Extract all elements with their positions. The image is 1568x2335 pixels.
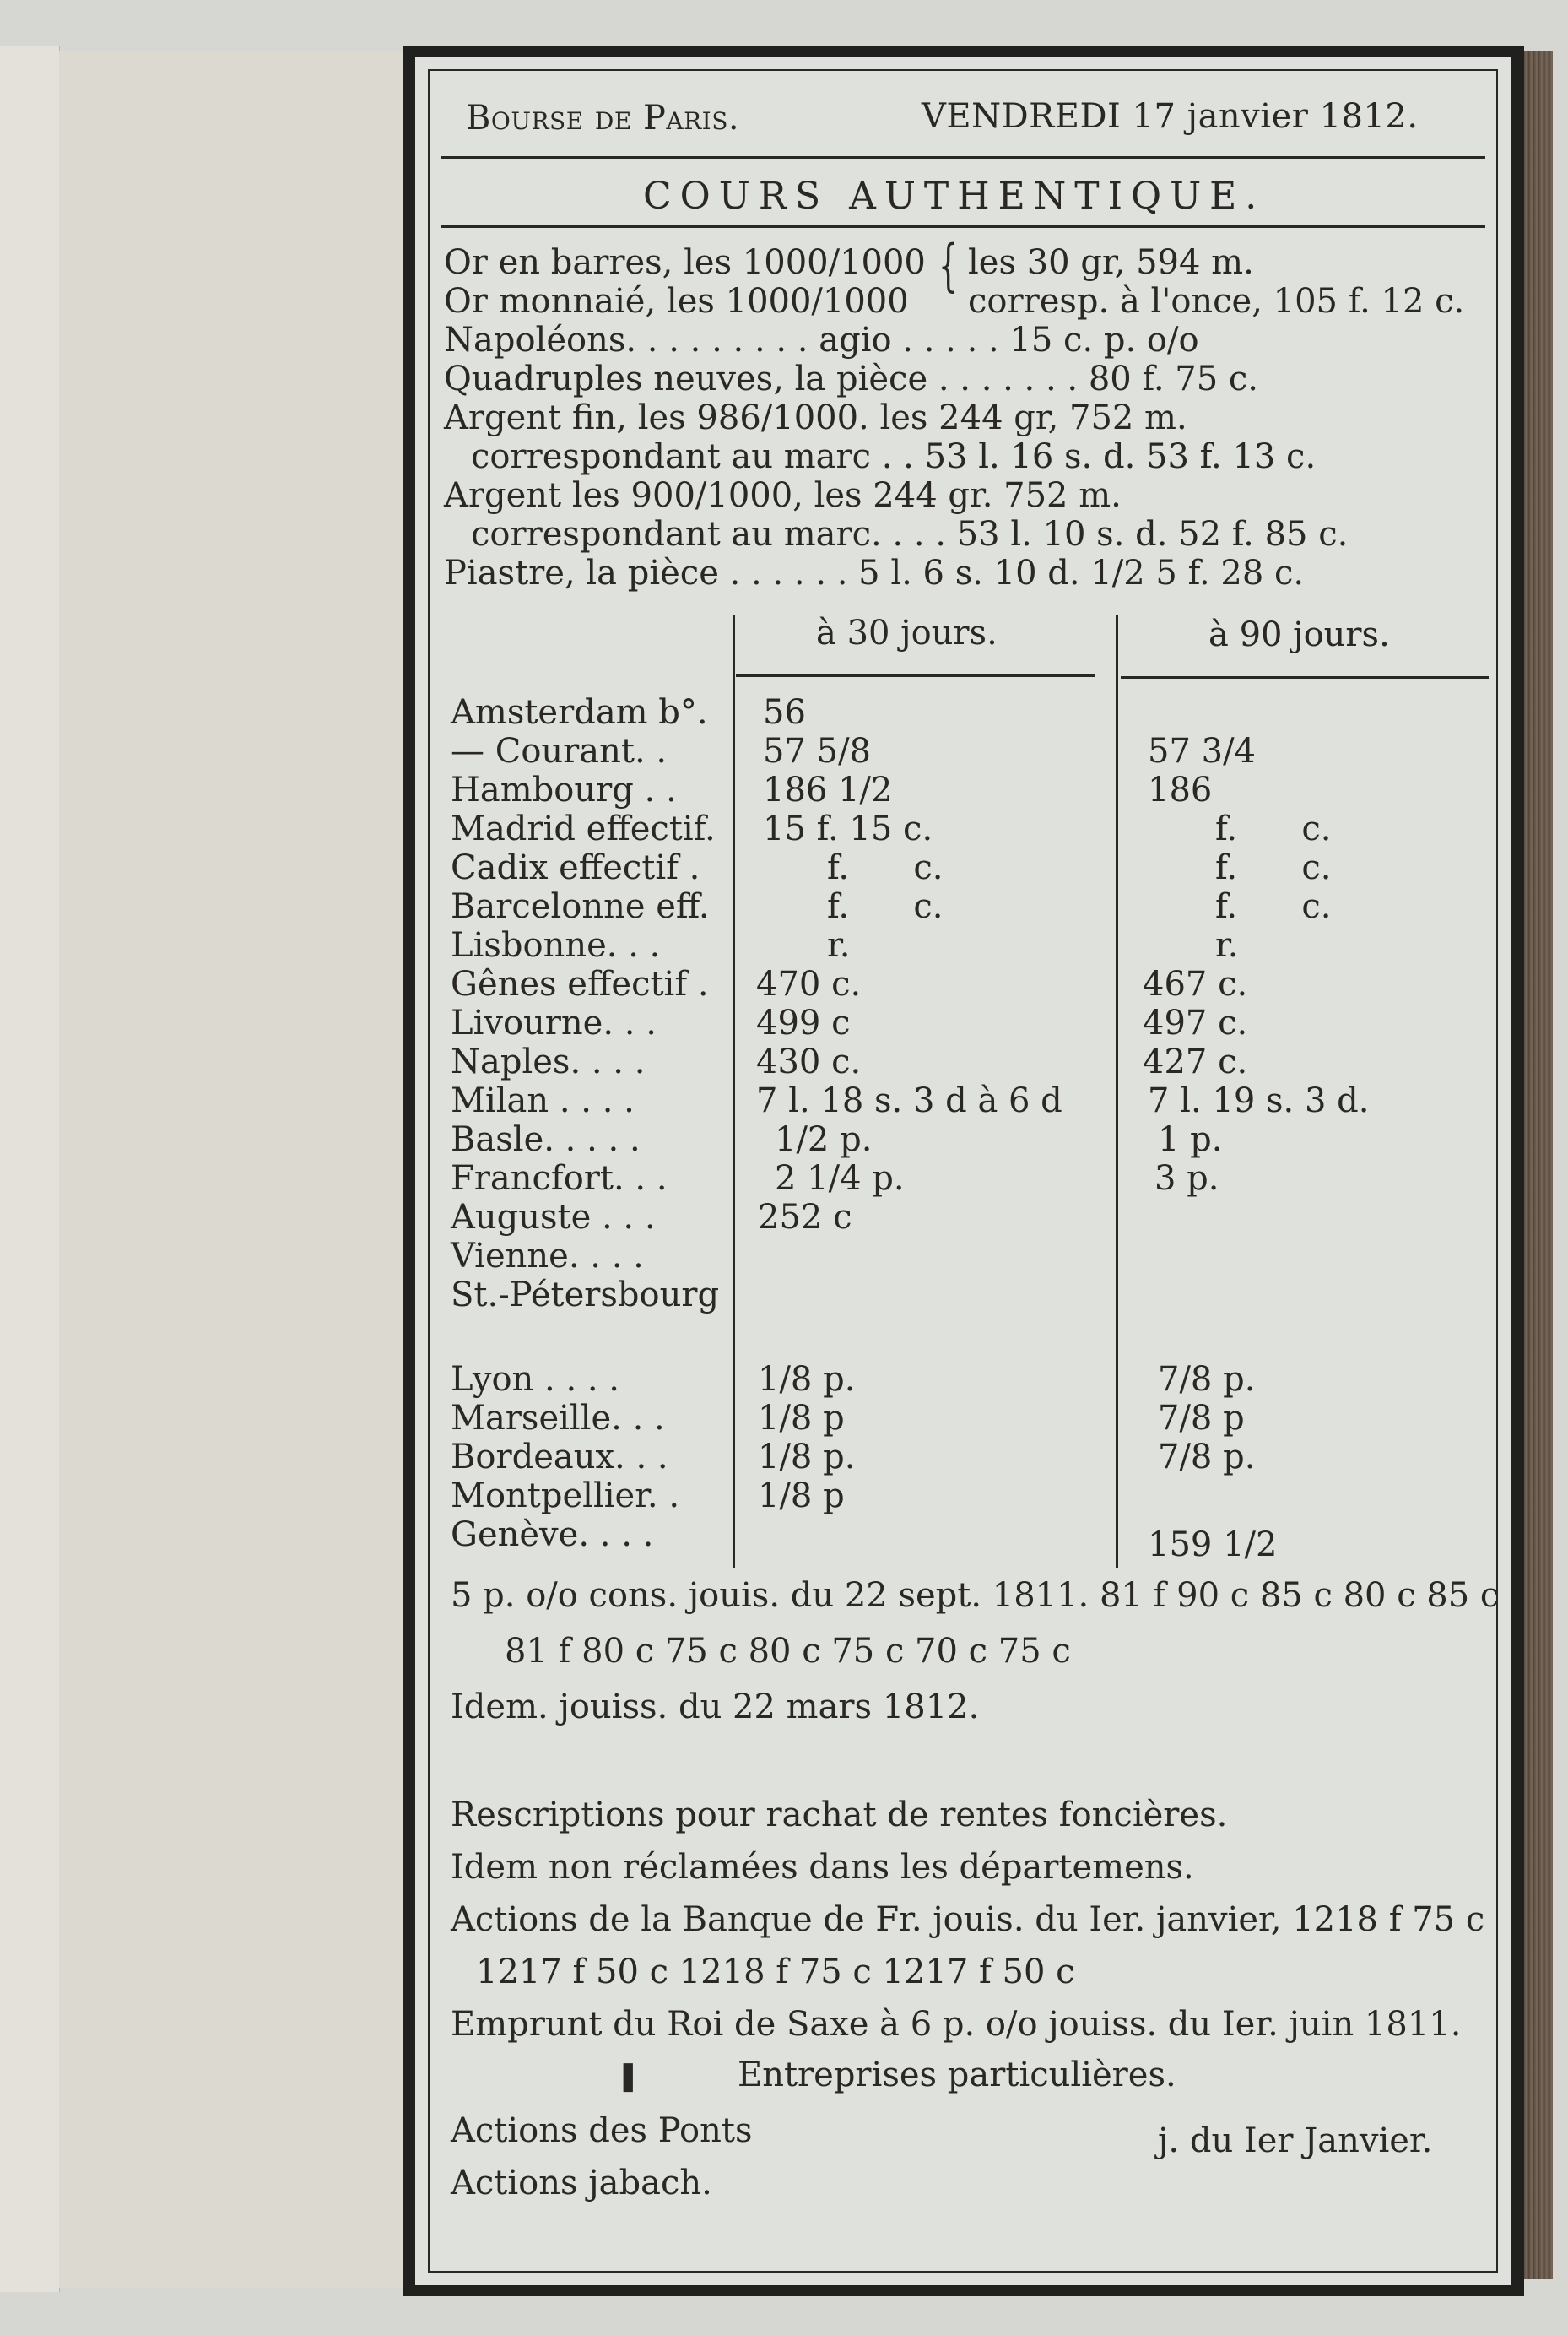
rate-30: 56: [763, 693, 806, 732]
rate-90: 467 c.: [1143, 965, 1248, 1004]
blank-facing-page: [59, 51, 415, 2288]
place-label: Marseille. . .: [451, 1399, 665, 1438]
rate-30: 499 c: [756, 1004, 851, 1043]
place-label: Hambourg . .: [451, 771, 677, 810]
rate-90: 57 3/4: [1148, 732, 1256, 771]
place-label: Bordeaux. . .: [451, 1438, 668, 1476]
rate-30: 470 c.: [756, 965, 862, 1004]
place-label: Genève. . . .: [451, 1515, 654, 1554]
rate-90: 7/8 p.: [1158, 1438, 1256, 1476]
place-label: Barcelonne eff.: [451, 887, 710, 926]
rate-90: f. c.: [1215, 887, 1332, 926]
rate-30: 7 l. 18 s. 3 d à 6 d: [756, 1081, 1062, 1120]
place-label: Vienne. . . .: [451, 1237, 644, 1276]
rate-90: r.: [1215, 926, 1239, 965]
actions-ponts-date: j. du Ier Janvier.: [1158, 2121, 1433, 2160]
bulletin-page: [403, 46, 1524, 2296]
place-label: Gênes effectif .: [451, 965, 709, 1004]
bottom-line: Emprunt du Roi de Saxe à 6 p. o/o jouiss. du Ier. juin 1811.: [451, 2005, 1462, 2044]
place-label: Auguste . . .: [451, 1198, 656, 1237]
bottom-line: Rescriptions pour rachat de rentes foncières.: [451, 1796, 1228, 1834]
rate-90: 159 1/2: [1148, 1525, 1278, 1564]
metal-line: Or en barres, les 1000/1000: [444, 243, 926, 282]
rule-top: [441, 156, 1485, 159]
rente-line: Idem. jouiss. du 22 mars 1812.: [451, 1688, 980, 1726]
rate-30: 1/8 p: [758, 1399, 845, 1438]
rate-30: f. c.: [827, 887, 944, 926]
metal-line: correspondant au marc. . . . 53 l. 10 s. d. 52 f. 85 c.: [471, 515, 1349, 554]
rente-line: 5 p. o/o cons. jouis. du 22 sept. 1811. 81 f 90 c 85 c 80 c 85 c: [451, 1576, 1500, 1615]
place-label: Basle. . . . .: [451, 1120, 641, 1159]
place-label: — Courant. .: [451, 732, 668, 771]
header-left: Bourse de Paris.: [466, 99, 740, 138]
rate-90: 7/8 p.: [1158, 1360, 1256, 1399]
rate-30: 1/8 p.: [758, 1360, 856, 1399]
place-label: Lyon . . . .: [451, 1360, 620, 1399]
metal-line: Argent les 900/1000, les 244 gr. 752 m.: [444, 476, 1122, 515]
page-title: COURS AUTHENTIQUE.: [643, 175, 1266, 218]
metal-line: Quadruples neuves, la pièce . . . . . . . 80 f. 75 c.: [444, 360, 1258, 398]
rate-30: 1/8 p: [758, 1476, 845, 1515]
rente-line: 81 f 80 c 75 c 80 c 75 c 70 c 75 c: [505, 1632, 1071, 1671]
rate-30: f. c.: [827, 848, 944, 887]
rule-col-30: [736, 674, 1095, 677]
metal-line: Argent fin, les 986/1000. les 244 gr, 752 m.: [444, 398, 1187, 437]
place-label: Livourne. . .: [451, 1004, 657, 1043]
rate-90: 1 p.: [1158, 1120, 1223, 1159]
metal-line: correspondant au marc . . 53 l. 16 s. d. 53 f. 13 c.: [471, 437, 1317, 476]
page-edges: [1519, 51, 1553, 2279]
page-sheet: [415, 57, 1511, 2285]
metal-line: Napoléons. . . . . . . . . agio . . . . . 15 c. p. o/o: [444, 321, 1199, 360]
header-date: VENDREDI 17 janvier 1812.: [922, 97, 1419, 136]
place-label: Amsterdam b°.: [451, 693, 708, 732]
column-rule-mid: [1116, 615, 1118, 1568]
rule-col-90: [1121, 676, 1489, 679]
actions-jabach: Actions jabach.: [451, 2164, 712, 2202]
place-label: Milan . . . .: [451, 1081, 635, 1120]
place-label: St.-Pétersbourg: [451, 1276, 720, 1314]
rate-90: 7/8 p: [1158, 1399, 1245, 1438]
fleuron-icon: ❚: [616, 2059, 641, 2093]
rate-30: 1/8 p.: [758, 1438, 856, 1476]
rate-90: 7 l. 19 s. 3 d.: [1148, 1081, 1370, 1120]
col-90-header: à 90 jours.: [1208, 615, 1390, 654]
actions-ponts: Actions des Ponts: [451, 2111, 753, 2150]
bottom-line: Idem non réclamées dans les départemens.: [451, 1848, 1194, 1887]
bottom-line: 1217 f 50 c 1218 f 75 c 1217 f 50 c: [476, 1953, 1075, 1991]
rule-title: [441, 225, 1485, 228]
rate-90: 3 p.: [1154, 1159, 1219, 1198]
rate-30: r.: [827, 926, 851, 965]
place-label: Francfort. . .: [451, 1159, 668, 1198]
left-page-edge: [0, 46, 60, 2292]
rate-30: 252 c: [758, 1198, 852, 1237]
rate-30: 186 1/2: [763, 771, 893, 810]
rate-30: 1/2 p.: [775, 1120, 873, 1159]
rate-90: f. c.: [1215, 810, 1332, 848]
rate-90: 186: [1148, 771, 1213, 810]
place-label: Naples. . . .: [451, 1043, 646, 1081]
place-label: Montpellier. .: [451, 1476, 680, 1515]
rate-30: 2 1/4 p.: [775, 1159, 905, 1198]
metal-line: corresp. à l'once, 105 f. 12 c.: [968, 282, 1465, 321]
rate-30: 15 f. 15 c.: [763, 810, 933, 848]
col-30-header: à 30 jours.: [816, 614, 998, 653]
column-rule-left: [733, 615, 735, 1568]
rate-90: f. c.: [1215, 848, 1332, 887]
bottom-line: Actions de la Banque de Fr. jouis. du Ier. janvier, 1218 f 75 c: [451, 1900, 1485, 1939]
metal-line: les 30 gr, 594 m.: [968, 243, 1254, 282]
place-label: Cadix effectif .: [451, 848, 700, 887]
rate-30: 430 c.: [756, 1043, 862, 1081]
rate-30: 57 5/8: [763, 732, 871, 771]
place-label: Madrid effectif.: [451, 810, 716, 848]
rate-90: 427 c.: [1143, 1043, 1248, 1081]
metal-line: Piastre, la pièce . . . . . . 5 l. 6 s. 10 d. 1/2 5 f. 28 c.: [444, 554, 1305, 593]
rate-90: 497 c.: [1143, 1004, 1248, 1043]
section-entreprises: Entreprises particulières.: [738, 2056, 1176, 2094]
metal-line: Or monnaié, les 1000/1000: [444, 282, 909, 321]
place-label: Lisbonne. . .: [451, 926, 661, 965]
brace: {: [938, 233, 959, 298]
